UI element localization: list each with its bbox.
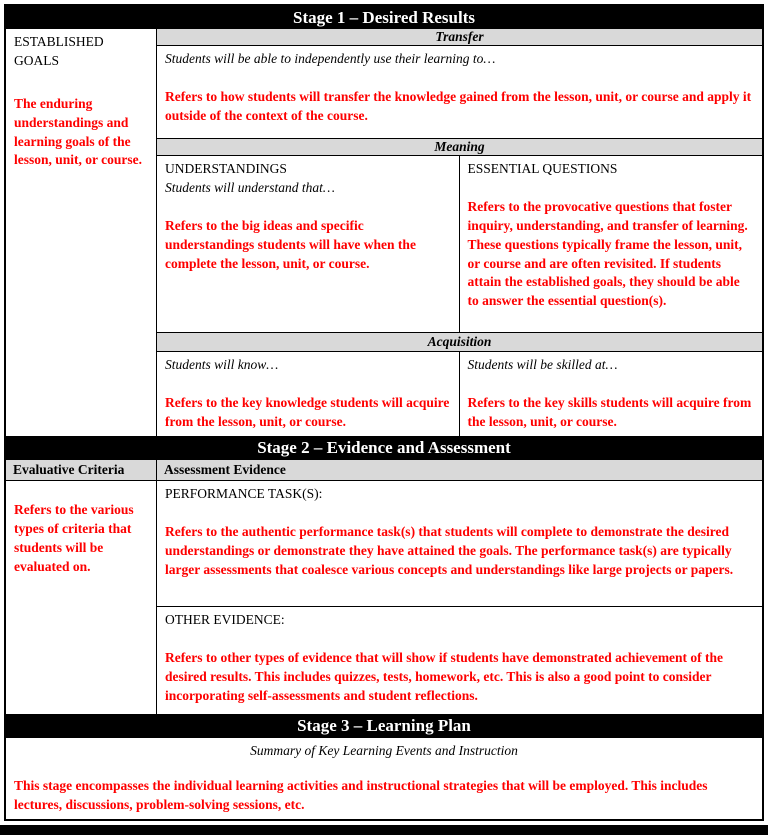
evaluative-criteria-cell xyxy=(6,481,156,581)
established-goals-note: The enduring understandings and learning goals of the lesson, unit, or course. xyxy=(14,95,143,168)
other-evidence-cell xyxy=(157,607,762,714)
transfer-prompt: Students will be able to independently use their learning to… xyxy=(165,51,496,66)
stage3-title: Stage 3 – Learning Plan xyxy=(297,716,471,735)
performance-tasks-cell xyxy=(157,481,762,607)
stage2-title: Stage 2 – Evidence and Assessment xyxy=(257,438,511,457)
assessment-evidence-column xyxy=(157,460,762,714)
stage1-title: Stage 1 – Desired Results xyxy=(293,7,475,27)
skills-prompt: Students will be skilled at… xyxy=(467,357,618,372)
acquisition-subheader xyxy=(157,332,762,352)
knowledge-prompt: Students will know… xyxy=(165,357,279,372)
meaning-subheader xyxy=(157,138,762,156)
evaluative-criteria-column xyxy=(6,460,157,714)
transfer-subheader-label: Transfer xyxy=(435,29,484,44)
other-evidence-heading: OTHER EVIDENCE: xyxy=(165,612,285,627)
knowledge-note: Refers to the key knowledge students will acquire from the lesson, unit, or course. xyxy=(165,394,450,429)
essential-questions-heading: ESSENTIAL QUESTIONS xyxy=(467,161,618,176)
assessment-evidence-header: Assessment Evidence xyxy=(157,460,762,481)
performance-tasks-note: Refers to the authentic performance task(s) that students will complete to demonstrate the desired understandings or demonstrate they have attained the goals. The performance task(s) are typically larger assessments that coalesce various concepts and understandings like large projects or papers. xyxy=(165,523,734,577)
evaluative-criteria-header: Evaluative Criteria xyxy=(6,460,156,481)
established-goals-heading: ESTABLISHED GOALS xyxy=(14,34,104,68)
transfer-cell xyxy=(157,46,762,138)
skills-note: Refers to the key skills students will acquire from the lesson, unit, or course. xyxy=(467,394,752,429)
transfer-note: Refers to how students will transfer the knowledge gained from the lesson, unit, or course and apply it outside of the context of the course. xyxy=(165,88,752,123)
evaluative-criteria-note: Refers to the various types of criteria that students will be evaluated on. xyxy=(14,502,134,574)
knowledge-cell xyxy=(157,352,460,436)
stage3-subtitle: Summary of Key Learning Events and Instruction xyxy=(250,743,518,758)
understandings-cell xyxy=(157,156,460,332)
stage1-right-region xyxy=(157,29,762,436)
stage3-summary-cell xyxy=(6,738,762,819)
understandings-heading: UNDERSTANDINGS xyxy=(165,161,287,176)
ubd-template-table xyxy=(4,4,764,821)
transfer-subheader xyxy=(157,29,762,46)
performance-tasks-heading: PERFORMANCE TASK(S): xyxy=(165,486,323,501)
meaning-row xyxy=(157,156,762,332)
acquisition-row xyxy=(157,352,762,436)
stage2-body xyxy=(6,460,762,714)
understandings-note: Refers to the big ideas and specific understandings students will have when the complete the lesson, unit, or course. xyxy=(165,217,416,271)
stage1-body xyxy=(6,29,762,436)
stage2-header-bar xyxy=(6,436,762,460)
stage3-note: This stage encompasses the individual learning activities and instructional strategies that will be employed. This includes lectures, discussions, problem-solving sessions, etc. xyxy=(14,777,708,812)
stage1-header-bar xyxy=(6,6,762,29)
bottom-page-bar xyxy=(0,825,768,835)
essential-questions-cell xyxy=(460,156,763,332)
acquisition-subheader-label: Acquisition xyxy=(427,334,492,349)
understandings-prompt: Students will understand that… xyxy=(165,179,335,195)
skills-cell xyxy=(460,352,763,436)
meaning-subheader-label: Meaning xyxy=(434,139,485,154)
stage3-header-bar xyxy=(6,714,762,738)
essential-questions-note: Refers to the provocative questions that foster inquiry, understanding, and transfer of learning. These questions typically frame the lesson, unit, or course and are often revisited. If students attain the established goals, they should be able to answer the essential question(s). xyxy=(467,198,748,309)
established-goals-cell xyxy=(6,29,157,436)
other-evidence-note: Refers to other types of evidence that will show if students have demonstrated achievement of the desired results. This includes quizzes, tests, homework, etc. This is also a good point to consider incorporating self-assessments and student reflections. xyxy=(165,649,724,703)
